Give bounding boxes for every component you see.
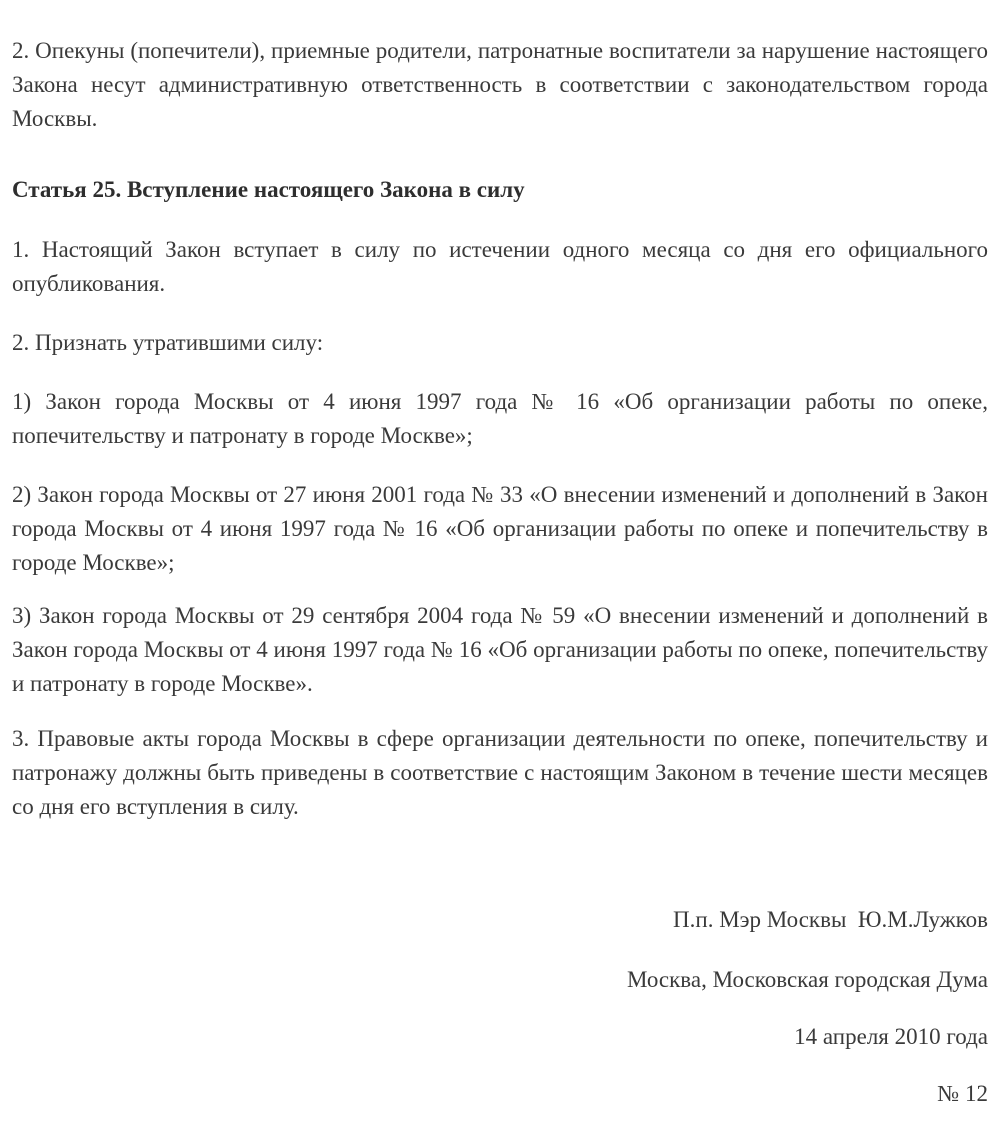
paragraph-repealed-intro: 2. Признать утратившими силу:	[12, 330, 324, 355]
paragraph-legal-acts: 3. Правовые акты города Москвы в сфере организации деятельности по опеке, попечительству и патронажу должны быть приведены в соответствие с настоящим Законом в течение шести месяцев со дня его вступления в силу.	[12, 726, 988, 819]
paragraph-entry-into-force: 1. Настоящий Закон вступает в силу по истечении одного месяца со дня его официального опубликования.	[12, 237, 988, 296]
list-item-repealed-law: 1) Закон города Москвы от 4 июня 1997 года № 16 «Об организации работы по опеке, попечительству и патронату в городе Москве»;	[12, 389, 988, 448]
signature-date: 14 апреля 2010 года	[794, 1024, 988, 1049]
article-heading: Статья 25. Вступление настоящего Закона в силу	[12, 177, 525, 202]
list-item-repealed-law: 3) Закон города Москвы от 29 сентября 2004 года № 59 «О внесении изменений и дополнений в Закон города Москвы от 4 июня 1997 года № 16 «Об организации работы по опеке, попечительству и патронату в городе Москве».	[12, 603, 988, 696]
document-number: № 12	[937, 1081, 988, 1106]
signature-signer: П.п. Мэр Москвы Ю.М.Лужков	[673, 907, 988, 932]
signature-place: Москва, Московская городская Дума	[626, 967, 988, 992]
list-item-repealed-law: 2) Закон города Москвы от 27 июня 2001 года № 33 «О внесении изменений и дополнений в Закон города Москвы от 4 июня 1997 года № 16 «Об организации работы по опеке и попечительству в городе Москве»;	[12, 482, 988, 575]
paragraph-liability: 2. Опекуны (попечители), приемные родители, патронатные воспитатели за нарушение настоящего Закона несут административную ответственность в соответствии с законодательством города Москвы.	[12, 38, 988, 131]
